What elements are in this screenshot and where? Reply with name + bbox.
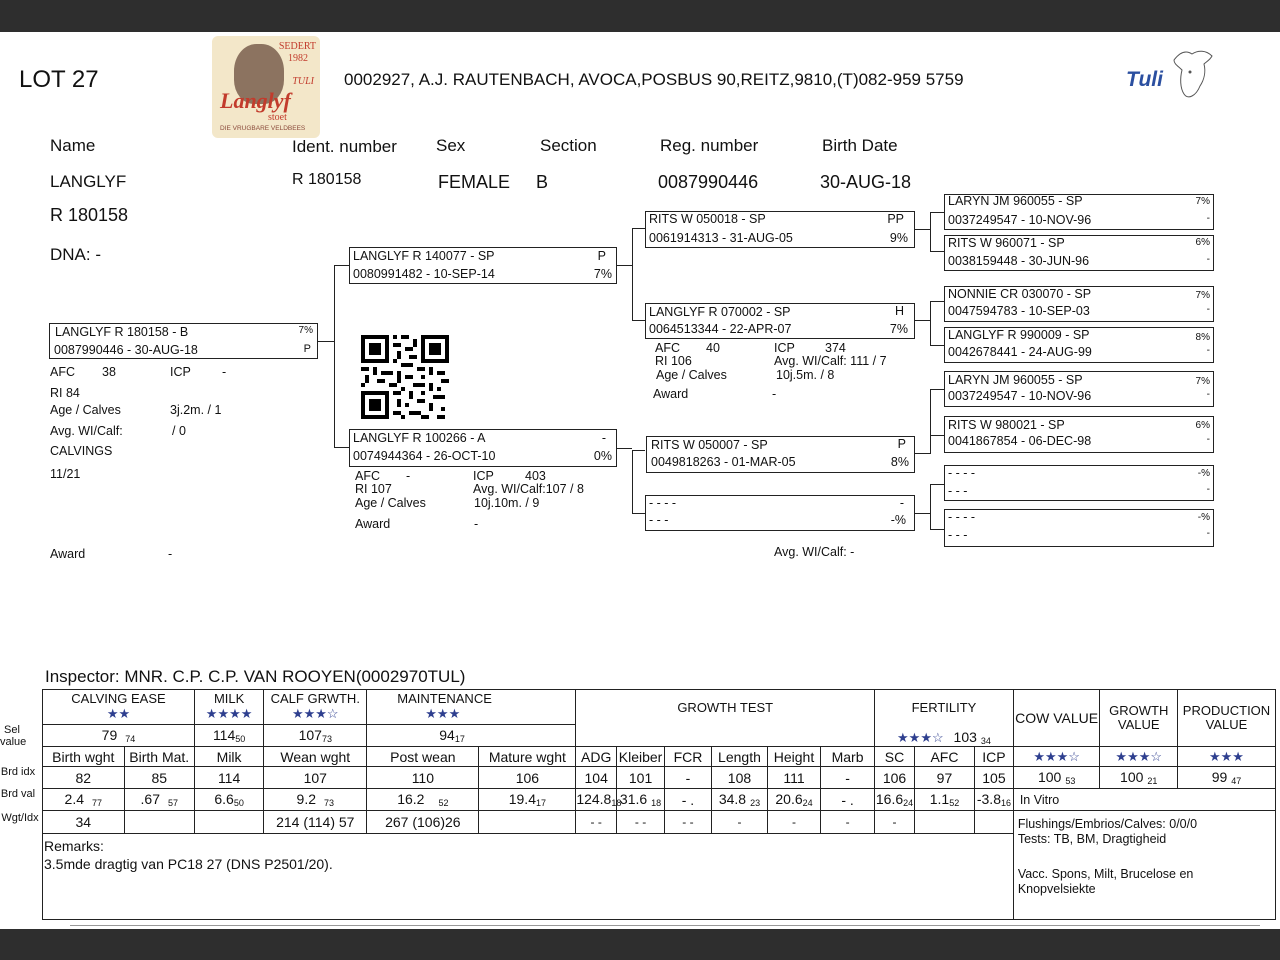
pedigree-box-gen3-8: - - - - -% - - - - xyxy=(944,509,1214,547)
afc-label: AFC xyxy=(50,365,75,379)
star-rating-icon: ★★★☆ xyxy=(1115,749,1163,764)
wi-value: / 0 xyxy=(172,424,186,438)
connector xyxy=(632,450,645,451)
connector xyxy=(617,265,632,266)
star-rating-icon: ★★★★ xyxy=(205,706,253,722)
animal-birth: 30-AUG-18 xyxy=(820,172,912,192)
award-label: Award xyxy=(50,547,86,561)
pedigree-box-dam-dam: - - - - - - - - -% xyxy=(645,495,915,531)
animal-sex: FEMALE xyxy=(438,172,511,192)
connector xyxy=(930,251,944,252)
wgt-cell xyxy=(479,811,576,834)
brd-val-cell: - . xyxy=(821,789,875,811)
side-label-sel: Sel value xyxy=(0,724,27,748)
brd-idx-cell: 97 xyxy=(914,767,974,789)
label-ident: Ident. number xyxy=(292,137,397,156)
connector xyxy=(334,447,349,448)
col-wean-weight: Wean wght xyxy=(264,747,367,767)
qr-code xyxy=(361,335,449,419)
col-marb: Marb xyxy=(821,747,875,767)
wgt-cell: - - xyxy=(665,811,712,834)
connector xyxy=(334,265,335,448)
group-calving-ease: CALVING EASE ★★ xyxy=(43,690,195,725)
lot-number: LOT 27 xyxy=(19,66,99,93)
star-rating-icon: ★★★ xyxy=(1209,749,1244,764)
pedigree-box-gen3-3: NONNIE CR 030070 - SP 7% 0047594783 - 10-SEP-03 - xyxy=(944,286,1214,322)
connector xyxy=(915,453,930,454)
dam-age: 10j.10m. / 9 xyxy=(474,496,540,510)
breeding-values-table xyxy=(42,689,1276,920)
flushings: Flushings/Embrios/Calves: 0/0/0 xyxy=(1017,817,1198,831)
animal-reg: 0087990446 xyxy=(658,172,759,192)
brd-idx-cell: 108 xyxy=(711,767,767,789)
connector xyxy=(930,484,944,485)
label-sex: Sex xyxy=(436,136,466,155)
ri-value: RI 84 xyxy=(50,386,80,400)
col-sc: SC xyxy=(875,747,915,767)
side-label-wgt-idx: Wgt/Idx xyxy=(1,812,39,824)
langlyf-logo: SEDERT 1982 TULI Langlyf stoet DIE VRUGBARE VELDBEES xyxy=(212,36,320,138)
group-growth-value: GROWTH VALUE xyxy=(1100,690,1178,747)
pedigree-box-gen3-4: LANGLYF R 990009 - SP 8% 0042678441 - 24-AUG-99 - xyxy=(944,327,1214,363)
brd-val-cell: $19.4_{17}$ xyxy=(479,789,576,811)
wgt-cell xyxy=(975,811,1014,834)
label-reg: Reg. number xyxy=(660,136,759,155)
col-adg: ADG xyxy=(576,747,617,767)
sd-age: 10j.5m. / 8 xyxy=(776,368,835,382)
wgt-cell: 34 xyxy=(43,811,125,834)
connector xyxy=(915,320,930,321)
award-value: - xyxy=(168,547,173,561)
icp-value: - xyxy=(222,365,227,379)
pedigree-box-gen3-1: LARYN JM 960055 - SP 7% 0037249547 - 10-NOV-96 - xyxy=(944,194,1214,230)
pedigree-box-dam-sire: RITS W 050007 - SP P 0049818263 - 01-MAR-05 8% xyxy=(646,436,915,473)
animal-ident: R 180158 xyxy=(292,171,362,188)
sd-wi: Avg. WI/Calf: 111 / 7 xyxy=(774,354,887,368)
col-afc: AFC xyxy=(914,747,974,767)
connector xyxy=(930,435,944,436)
cow-value-stars xyxy=(1013,747,1100,767)
brd-idx-cell: - xyxy=(665,767,712,789)
remarks: Remarks: 3.5mde dragtig van PC18 27 (DNS P2501/20). xyxy=(43,834,1014,920)
col-icp: ICP xyxy=(975,747,1014,767)
brd-idx-cell: 106 xyxy=(479,767,576,789)
pedigree-box-gen3-2: RITS W 960071 - SP 6% 0038159448 - 30-JUN-96 - xyxy=(944,235,1214,271)
brd-val-cell: 16.2 $_{52}$ xyxy=(367,789,479,811)
pedigree-box-dam: LANGLYF R 100266 - A - 0074944364 - 26-OCT-10 0% xyxy=(349,429,617,467)
production-value-idx: 99 $_{47}$ xyxy=(1177,767,1275,789)
connector xyxy=(930,212,944,213)
sd-ri: RI 106 xyxy=(655,354,692,368)
age-value: 3j.2m. / 1 xyxy=(170,403,222,417)
brd-val-cell: $20.6_{24}$ xyxy=(768,789,821,811)
brd-val-cell: $-3.8_{16}$ xyxy=(975,789,1014,811)
brd-val-cell: - . xyxy=(665,789,712,811)
dam-age-label: Age / Calves xyxy=(355,496,426,510)
connector xyxy=(930,529,944,530)
label-birth: Birth Date xyxy=(822,136,898,155)
icp-label: ICP xyxy=(170,365,191,379)
connector xyxy=(632,228,633,320)
pedigree-box-sire: LANGLYF R 140077 - SP P 0080991482 - 10-SEP-14 7% xyxy=(349,247,617,284)
connector xyxy=(930,484,931,530)
col-kleiber: Kleiber xyxy=(617,747,665,767)
connector xyxy=(930,301,931,346)
sd-icp: 374 xyxy=(825,341,846,355)
group-production-value: PRODUCTION VALUE xyxy=(1177,690,1275,747)
sel-calving-ease: 79 $_{74}$ xyxy=(43,724,195,746)
pedigree-box-gen3-6: RITS W 980021 - SP 6% 0041867854 - 06-DEC-98 - xyxy=(944,416,1214,453)
col-post-wean: Post wean xyxy=(367,747,479,767)
brd-idx-cell: 110 xyxy=(367,767,479,789)
col-height: Height xyxy=(768,747,821,767)
owner-info: 0002927, A.J. RAUTENBACH, AVOCA,POSBUS 90,REITZ,9810,(T)082-959 5759 xyxy=(344,70,964,89)
brd-val-cell: .67 $_{57}$ xyxy=(124,789,194,811)
group-calf-growth: CALF GRWTH. ★★★☆ xyxy=(264,690,367,725)
brd-val-cell: 34.8 $_{23}$ xyxy=(711,789,767,811)
animal-section: B xyxy=(536,172,549,192)
connector xyxy=(632,320,645,321)
dam-icp-label: ICP xyxy=(473,469,494,483)
calvings-label: CALVINGS xyxy=(50,444,113,458)
brd-val-cell: $6.6_{50}$ xyxy=(194,789,263,811)
dam-wi: Avg. WI/Calf:107 / 8 xyxy=(473,482,584,496)
connector xyxy=(632,228,645,229)
tests: Tests: TB, BM, Dragtigheid xyxy=(1017,832,1167,846)
connector xyxy=(930,301,944,302)
calvings-value: 11/21 xyxy=(50,467,81,481)
label-name: Name xyxy=(50,136,96,155)
wgt-cell: - - xyxy=(617,811,665,834)
dam-afc: - xyxy=(406,469,411,483)
sel-calf-growth: $107_{73}$ xyxy=(264,724,367,746)
sd-age-label: Age / Calves xyxy=(656,368,727,382)
wgt-cell: - - xyxy=(576,811,617,834)
star-rating-icon: ★★★ xyxy=(425,706,461,722)
cow-notes xyxy=(1013,811,1275,920)
brd-idx-cell: 85 xyxy=(124,767,194,789)
connector xyxy=(930,345,944,346)
wgt-cell: - xyxy=(711,811,767,834)
brd-val-cell: 31.6 $_{18}$ xyxy=(617,789,665,811)
col-milk: Milk xyxy=(194,747,263,767)
brd-idx-cell: 107 xyxy=(264,767,367,789)
group-fertility: FERTILITY ★★★☆ 103 $_{34}$ xyxy=(875,690,1014,747)
production-value-stars xyxy=(1177,747,1275,767)
sd-award: - xyxy=(772,387,777,401)
brd-val-cell: 2.4 $_{77}$ xyxy=(43,789,125,811)
connector xyxy=(930,436,931,454)
brd-idx-cell: 101 xyxy=(617,767,665,789)
brd-val-cell: $124.8_{18}$ xyxy=(576,789,617,811)
group-cow-value: COW VALUE xyxy=(1013,690,1100,747)
wgt-cell: - xyxy=(875,811,915,834)
wi-label: Avg. WI/Calf: xyxy=(50,424,123,438)
connector xyxy=(930,389,931,436)
connector xyxy=(930,389,944,390)
dam-award: - xyxy=(474,517,479,531)
dam-afc-label: AFC xyxy=(355,469,380,483)
wgt-cell xyxy=(194,811,263,834)
sd-afc: 40 xyxy=(706,341,720,355)
brd-idx-cell: 104 xyxy=(576,767,617,789)
brd-idx-cell: 114 xyxy=(194,767,263,789)
connector xyxy=(632,513,645,514)
afc-value: 38 xyxy=(102,365,116,379)
brd-idx-cell: 105 xyxy=(975,767,1014,789)
wgt-cell xyxy=(914,811,974,834)
label-section: Section xyxy=(540,136,597,155)
brd-idx-cell: 106 xyxy=(875,767,915,789)
star-rating-icon: ★★★☆ xyxy=(897,730,944,745)
tuli-logo: Tuli xyxy=(1124,46,1218,106)
brd-idx-cell: - xyxy=(821,767,875,789)
connector xyxy=(930,212,931,252)
animal-name: LANGLYF xyxy=(50,172,127,191)
side-label-brd-val: Brd val xyxy=(0,788,36,800)
wgt-cell: - xyxy=(821,811,875,834)
brd-val-cell: $1.1_{52}$ xyxy=(914,789,974,811)
cow-value-idx: 100 $_{53}$ xyxy=(1013,767,1100,789)
connector xyxy=(632,450,633,513)
dam-icp: 403 xyxy=(525,469,546,483)
group-maintenance: MAINTENANCE ★★★ xyxy=(367,690,576,725)
sel-milk: $114_{50}$ xyxy=(194,724,263,746)
pedigree-box-sire-sire: RITS W 050018 - SP PP 0061914313 - 31-AUG-05 9% xyxy=(645,211,915,248)
avg-wi-bottom: Avg. WI/Calf: - xyxy=(774,545,855,559)
star-rating-icon: ★★ xyxy=(106,706,131,722)
pedigree-box-self: LANGLYF R 180158 - B 7% 0087990446 - 30-AUG-18 P xyxy=(49,323,318,359)
dam-award-label: Award xyxy=(355,517,391,531)
brd-val-cell: $16.6_{24}$ xyxy=(875,789,915,811)
col-mature-weight: Mature wght xyxy=(479,747,576,767)
growth-value-idx: 100 $_{21}$ xyxy=(1100,767,1178,789)
dna: DNA: - xyxy=(50,245,101,264)
wgt-cell: 214 (114) 57 xyxy=(264,811,367,834)
pedigree-box-gen3-7: - - - - -% - - - - xyxy=(944,465,1214,501)
group-growth-test: GROWTH TEST xyxy=(576,690,875,747)
footer-divider xyxy=(70,925,1260,926)
col-length: Length xyxy=(711,747,767,767)
dam-ri: RI 107 xyxy=(355,482,392,496)
sd-icp-label: ICP xyxy=(774,341,795,355)
sel-maintenance: $94_{17}$ xyxy=(367,724,576,746)
wgt-cell: - xyxy=(768,811,821,834)
inspector: Inspector: MNR. C.P. C.P. VAN ROOYEN(0002970TUL) xyxy=(45,667,466,686)
star-rating-icon: ★★★☆ xyxy=(1033,749,1080,764)
side-label-brd-idx: Brd idx xyxy=(0,766,36,778)
top-bar xyxy=(0,0,1280,32)
animal-ident-large: R 180158 xyxy=(50,205,129,225)
connector xyxy=(318,341,335,342)
connector xyxy=(334,265,349,266)
wgt-cell xyxy=(124,811,194,834)
growth-value-stars xyxy=(1100,747,1178,767)
in-vitro: In Vitro xyxy=(1013,789,1275,811)
brd-val-cell: 9.2 $_{73}$ xyxy=(264,789,367,811)
bottom-bar xyxy=(0,929,1280,960)
pedigree-box-sire-dam: LANGLYF R 070002 - SP H 0064513344 - 22-APR-07 7% xyxy=(645,303,915,339)
wgt-cell: 267 (106)26 xyxy=(367,811,479,834)
brd-idx-cell: 111 xyxy=(768,767,821,789)
pedigree-box-gen3-5: LARYN JM 960055 - SP 7% 0037249547 - 10-NOV-96 - xyxy=(944,371,1214,407)
brd-idx-cell: 82 xyxy=(43,767,125,789)
group-milk: MILK ★★★★ xyxy=(194,690,263,725)
connector xyxy=(617,448,632,449)
col-birth-maternal: Birth Mat. xyxy=(124,747,194,767)
age-label: Age / Calves xyxy=(50,403,121,417)
col-fcr: FCR xyxy=(665,747,712,767)
connector xyxy=(915,229,930,230)
sd-afc-label: AFC xyxy=(655,341,680,355)
vaccinations: Vacc. Spons, Milt, Brucelose en Knopvelsiekte xyxy=(1017,867,1194,896)
col-birth-weight: Birth wght xyxy=(43,747,125,767)
connector xyxy=(915,513,930,514)
star-rating-icon: ★★★☆ xyxy=(291,706,339,722)
sd-award-label: Award xyxy=(653,387,689,401)
